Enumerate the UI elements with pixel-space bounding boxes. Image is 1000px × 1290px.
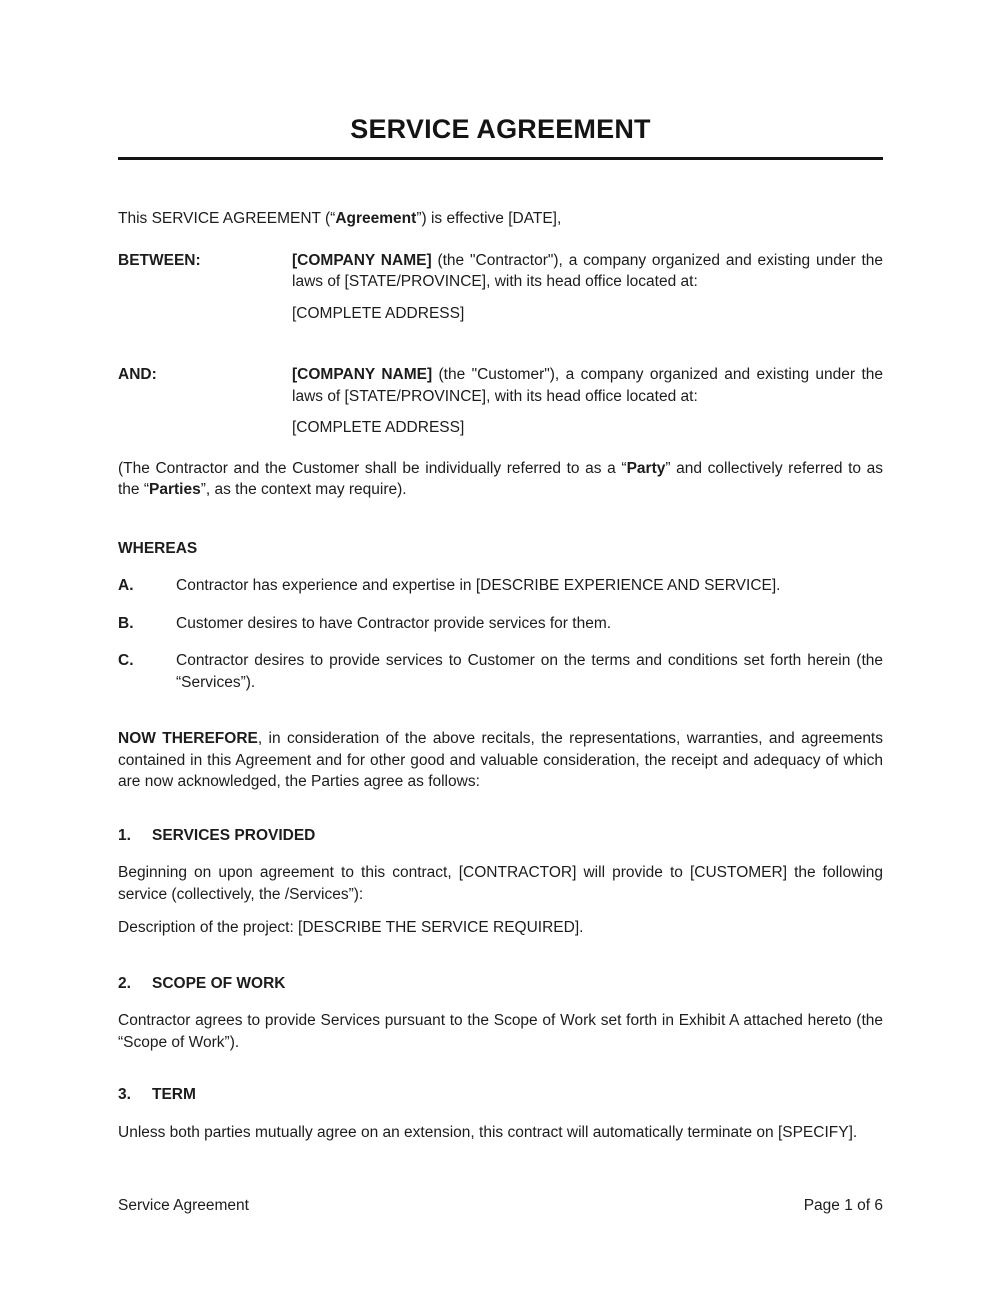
between-row [118,250,883,325]
whereas-item-a [118,575,883,597]
whereas-letter-b: B. [118,614,134,632]
and-paragraph [292,364,883,407]
whereas-item-b [118,613,883,635]
section-2-paragraph-1: Contractor agrees to provide Services pursuant to the Scope of Work set forth in Exhibit A attached hereto (the “Scope of Work”). [118,1012,883,1051]
whereas-text-c: Contractor desires to provide services to Customer on the terms and conditions set forth herein (the “Services”). [176,652,883,691]
whereas-heading: WHEREAS [118,539,198,557]
now-therefore-text: , in consideration of the above recitals, the representations, warranties, and agreements contained in this Agreement and for other good and valuable consideration, the receipt and adequacy of which are now acknowledged, the Parties agree as follows: [118,730,883,790]
intro-pre: This SERVICE AGREEMENT (“ [118,210,336,227]
document-title: SERVICE AGREEMENT [350,114,651,144]
between-body [292,250,883,325]
whereas-text-b: Customer desires to have Contractor provide services for them. [176,614,612,632]
section-2-title: SCOPE OF WORK [152,974,286,992]
whereas-item-c [118,650,883,693]
section-3-heading [118,1084,883,1106]
between-label: BETWEEN: [118,251,201,269]
section-1-paragraph-1: Beginning on upon agreement to this contract, [CONTRACTOR] will provide to [CUSTOMER] the following service (collectively, the /Services”): [118,864,883,903]
intro-agreement-bold: Agreement [335,210,417,227]
parties-note [118,458,883,501]
section-2-heading [118,973,883,995]
between-company-bold: [COMPANY NAME] [292,251,432,269]
section-1-number: 1. [118,826,131,844]
whereas-text-a: Contractor has experience and expertise in [DESCRIBE EXPERIENCE AND SERVICE]. [176,577,781,594]
section-2-number: 2. [118,974,131,992]
between-text: (the "Contractor"), a company organized and existing under the laws of [STATE/PROVINCE], with its head office located at: [292,251,883,290]
intro-post: ”) is effective [DATE], [416,210,562,227]
parties-note-part3: ”, as the context may require). [200,481,407,498]
and-text: (the "Customer"), a company organized and existing under the laws of [STATE/PROVINCE], with its head office located at: [292,366,883,405]
parties-note-part1: (The Contractor and the Customer shall be individually referred to as a “ [118,459,627,477]
party-bold: Party [626,459,666,477]
section-3-number: 3. [118,1086,131,1103]
section-1-heading [118,825,883,847]
between-paragraph [292,250,883,293]
parties-bold: Parties [149,481,201,498]
section-services-provided [118,825,883,939]
title-rule [118,157,883,160]
section-scope-of-work [118,973,883,1054]
and-company-bold: [COMPANY NAME] [292,366,433,383]
section-3-title: TERM [152,1086,196,1103]
section-3-paragraph-1: Unless both parties mutually agree on an extension, this contract will automatically terminate on [SPECIFY]. [118,1123,858,1141]
now-therefore-paragraph [118,728,883,793]
footer-page-number: Page 1 of 6 [803,1197,883,1214]
whereas-letter-c: C. [118,652,134,669]
and-label: AND: [118,366,157,383]
whereas-letter-a: A. [118,577,134,594]
section-1-paragraph-2: Description of the project: [DESCRIBE THE SERVICE REQUIRED]. [118,919,584,936]
and-address: [COMPLETE ADDRESS] [292,419,465,436]
footer-document-name: Service Agreement [118,1197,249,1214]
section-1-title: SERVICES PROVIDED [152,826,316,844]
and-body [292,364,883,439]
intro-paragraph [118,208,883,230]
parties-note-part2: ” and collectively referred to as the “ [118,459,883,498]
page-footer [118,1195,883,1217]
now-therefore-bold: NOW THEREFORE [118,730,258,747]
section-term [118,1084,883,1143]
and-row [118,364,883,439]
between-address: [COMPLETE ADDRESS] [292,304,465,322]
